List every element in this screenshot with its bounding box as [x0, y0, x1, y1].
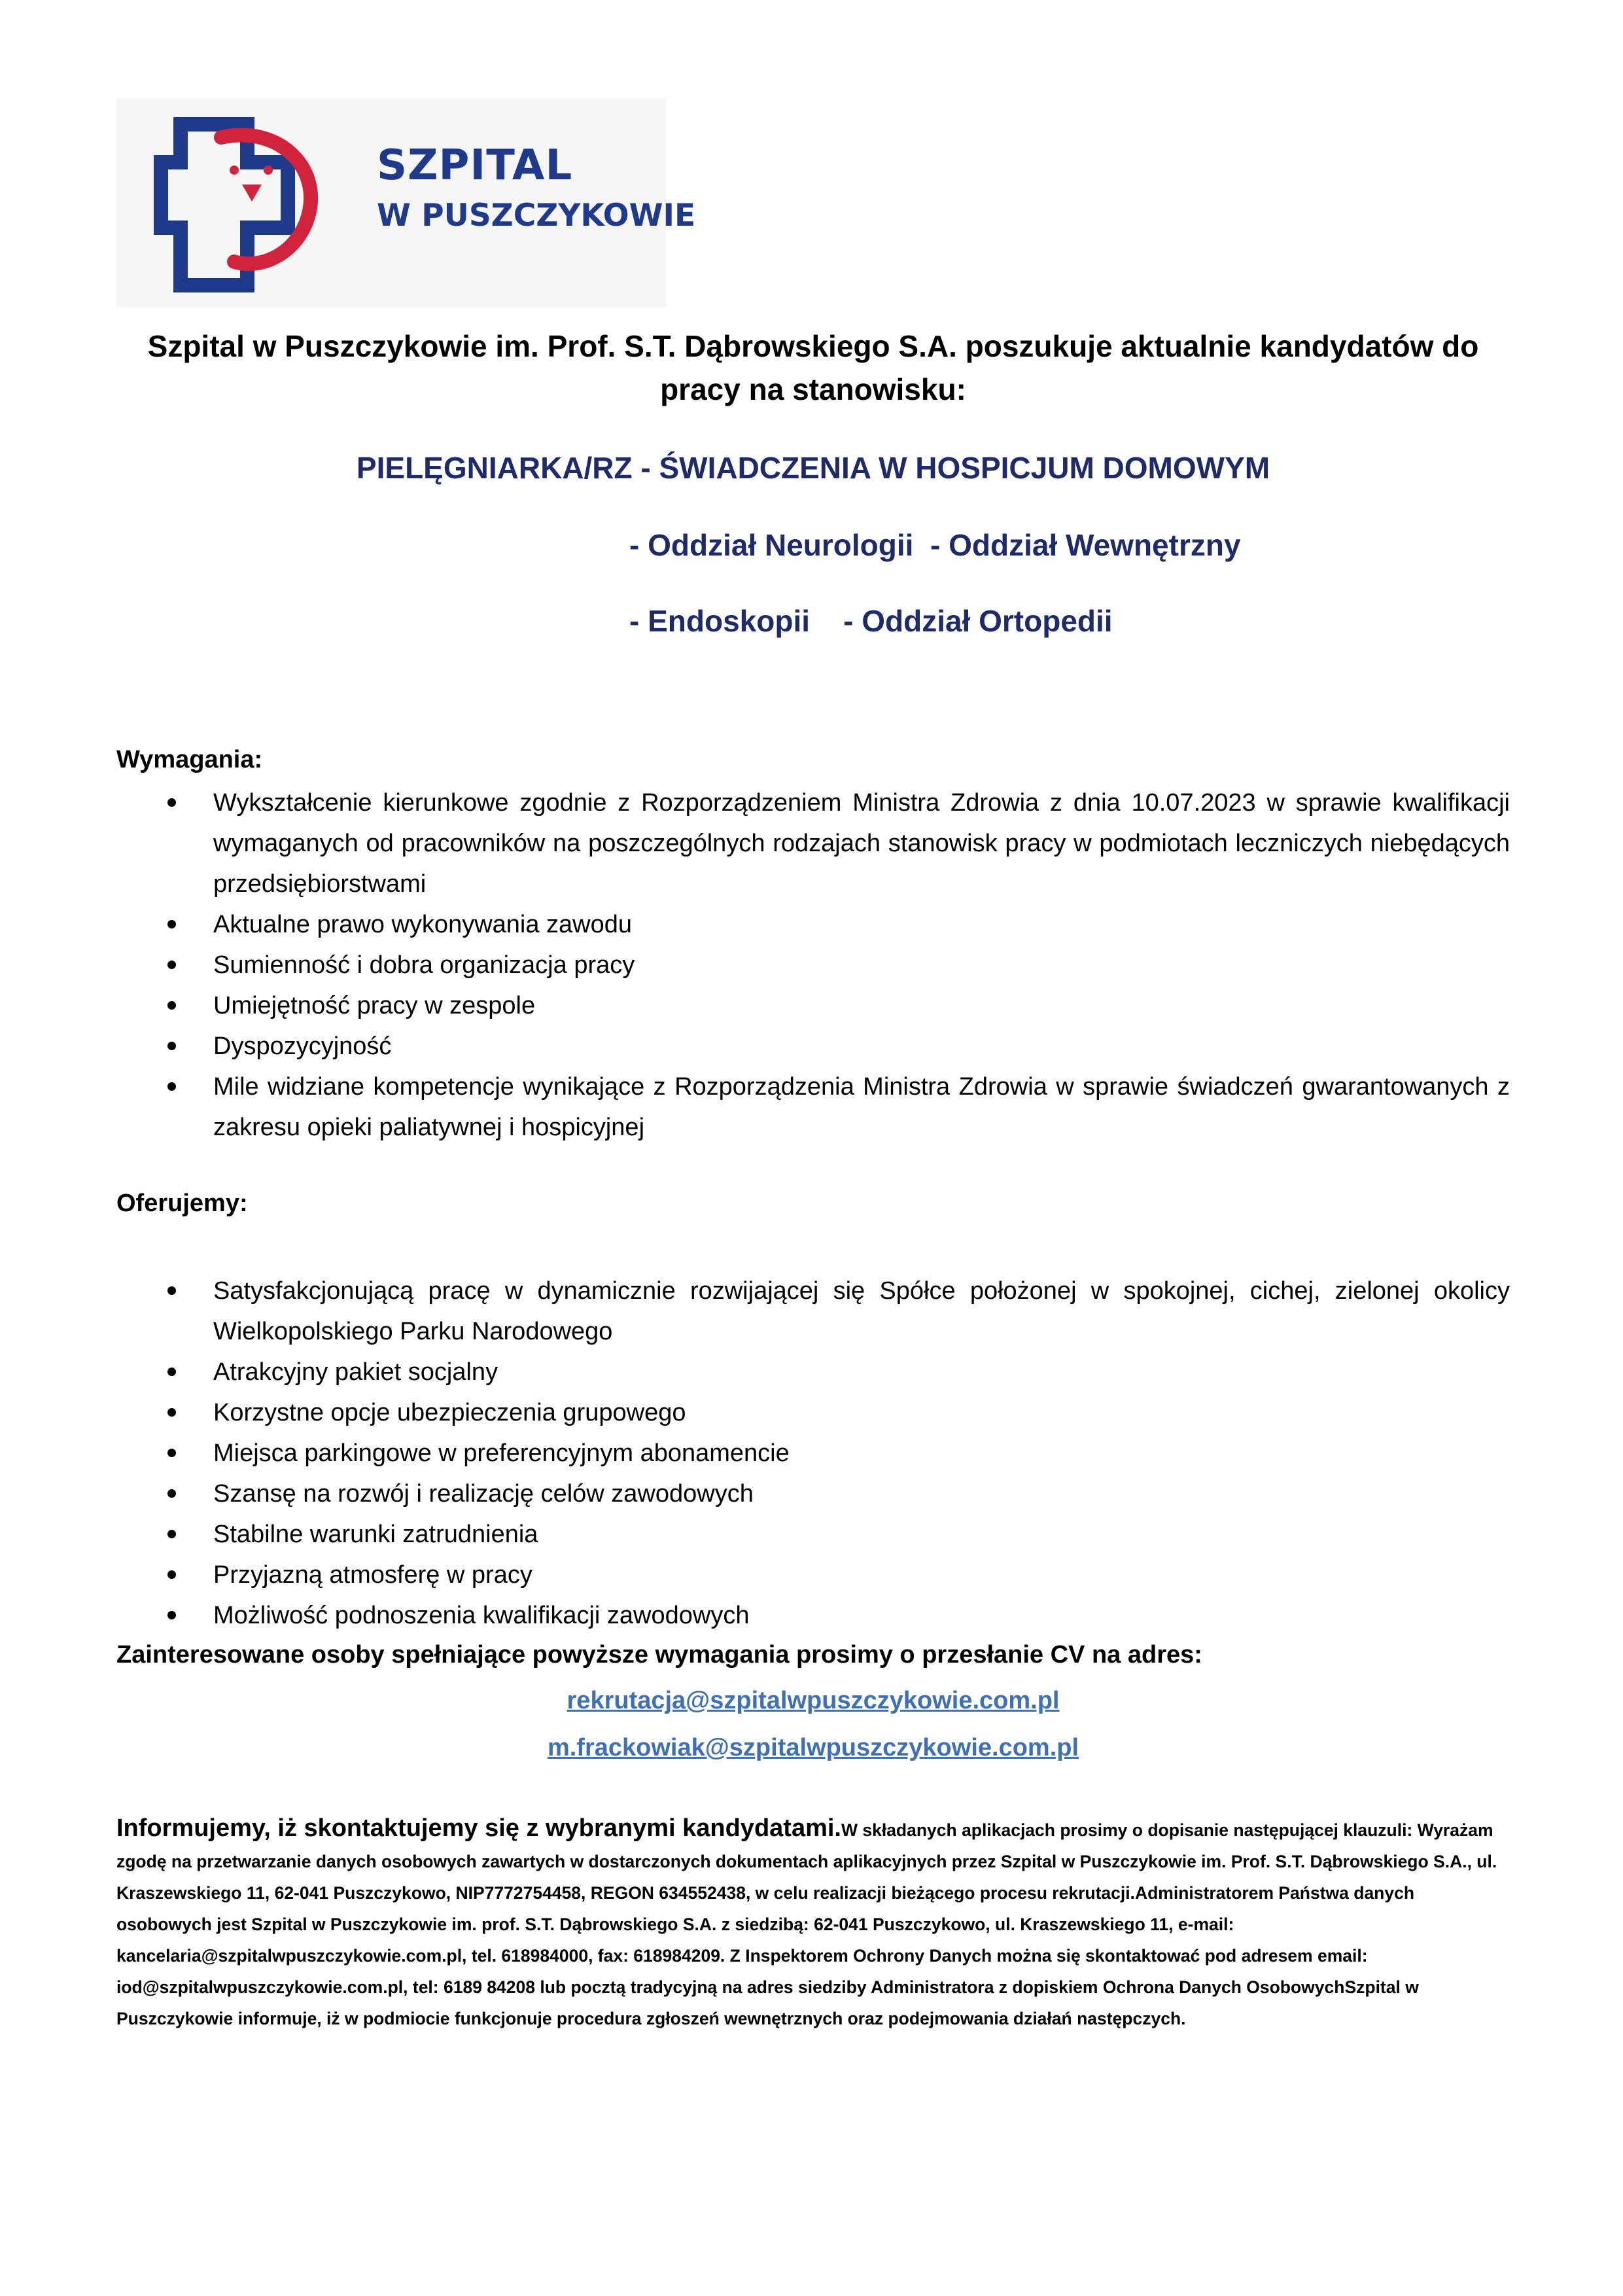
list-item: Atrakcyjny pakiet socjalny — [116, 1352, 1510, 1392]
requirements-heading: Wymagania: — [116, 746, 263, 773]
gdpr-clause — [116, 1812, 1512, 2034]
hospital-logo — [116, 98, 696, 308]
position-title: PIELĘGNIARKA/RZ - ŚWIADCZENIA W HOSPICJUM DOMOWYM — [356, 451, 1270, 485]
bullet-icon — [167, 1570, 176, 1579]
email-link-recruitment[interactable]: rekrutacja@szpitalwpuszczykowie.com.pl — [567, 1687, 1060, 1714]
list-item: Korzystne opcje ubezpieczenia grupowego — [116, 1392, 1510, 1433]
email-link-contact-person[interactable]: m.frackowiak@szpitalwpuszczykowie.com.pl — [547, 1734, 1079, 1761]
bullet-icon — [167, 961, 176, 969]
bullet-icon — [167, 1368, 176, 1376]
gdpr-clause-text: W składanych aplikacjach prosimy o dopisanie następującej klauzuli: Wyrażam zgodę na przetwarzanie danych osobowych zawartych w dostarczonych dokumentach aplikacyjnych przez Szpital w Puszczykowie im. Prof. S.T. Dąbrowskiego S.A., ul. Kraszewskiego 11, 62-041 Puszczykowo, NIP7772754458, REGON 634552438, w celu realizacji bieżącego procesu rekrutacji.Administratorem Państwa danych osobowych jest Szpital w Puszczykowie im. prof. S.T. Dąbrowskiego S.A. z siedzibą: 62-041 Puszczykowo, ul. Kraszewskiego 11, e-mail: kancelaria@szpitalwpuszczykowie.com.pl, tel. 618984000, fax: 618984209. Z Inspektorem Ochrony Danych można się skontaktować pod adresem email: iod@szpitalwpuszczykowie.com.pl, tel: 6189 84208 lub pocztą tradycyjną na adres siedziby Administratora z dopiskiem Ochrona Danych OsobowychSzpital w Puszczykowie informuje, iż w podmiocie funkcjonuje procedura zgłoszeń wewnętrznych oraz podejmowania działań następczych. — [116, 1820, 1497, 2028]
bullet-icon — [167, 920, 176, 928]
bullet-icon — [167, 798, 176, 807]
bullet-icon — [167, 1082, 176, 1091]
bullet-icon — [167, 1286, 176, 1295]
logo-subtitle: W PUSZCZYKOWIE — [377, 198, 696, 234]
list-item: Aktualne prawo wykonywania zawodu — [116, 904, 1510, 945]
list-item: Sumienność i dobra organizacja pracy — [116, 945, 1510, 985]
list-item: Wykształcenie kierunkowe zgodnie z Rozporządzeniem Ministra Zdrowia z dnia 10.07.2023 w sprawie kwalifikacji wymaganych od pracowników na poszczególnych rodzajach stanowisk pracy w podmiotach leczniczych niebędących przedsiębiorstwami — [116, 783, 1510, 904]
offer-heading: Oferujemy: — [116, 1190, 248, 1217]
contact-notice: Informujemy, iż skontaktujemy się z wybranymi kandydatami. — [116, 1814, 841, 1842]
bullet-icon — [167, 1530, 176, 1538]
intro-heading: Szpital w Puszczykowie im. Prof. S.T. Dąbrowskiego S.A. poszukuje aktualnie kandydatów do pracy na stanowisku: — [147, 329, 1479, 406]
list-item: Przyjazną atmosferę w pracy — [116, 1555, 1510, 1595]
list-item: Szansę na rozwój i realizację celów zawodowych — [116, 1474, 1510, 1514]
departments-line-2: - Endoskopii - Oddział Ortopedii — [629, 604, 1113, 638]
bullet-icon — [167, 1489, 176, 1498]
bullet-icon — [167, 1408, 176, 1417]
list-item: Dyspozycyjność — [116, 1026, 1510, 1067]
application-instruction: Zainteresowane osoby spełniające powyższe wymagania prosimy o przesłanie CV na adres: — [116, 1641, 1202, 1669]
bullet-icon — [167, 1001, 176, 1010]
list-item: Stabilne warunki zatrudnienia — [116, 1514, 1510, 1555]
list-item: Umiejętność pracy w zespole — [116, 985, 1510, 1026]
list-item: Satysfakcjonującą pracę w dynamicznie rozwijającej się Spółce położonej w spokojnej, cichej, zielonej okolicy Wielkopolskiego Parku Narodowego — [116, 1271, 1510, 1352]
offer-list — [116, 1271, 1510, 1636]
bullet-icon — [167, 1042, 176, 1050]
requirements-list — [116, 783, 1510, 1148]
bullet-icon — [167, 1611, 176, 1619]
list-item: Możliwość podnoszenia kwalifikacji zawodowych — [116, 1595, 1510, 1636]
list-item: Miejsca parkingowe w preferencyjnym abonamencie — [116, 1433, 1510, 1474]
departments-line-1: - Oddział Neurologii - Oddział Wewnętrzny — [629, 528, 1241, 562]
bullet-icon — [167, 1449, 176, 1457]
list-item: Mile widziane kompetencje wynikające z Rozporządzenia Ministra Zdrowia w sprawie świadczeń gwarantowanych z zakresu opieki paliatywnej i hospicyjnej — [116, 1067, 1510, 1148]
logo-title: SZPITAL — [377, 141, 573, 190]
